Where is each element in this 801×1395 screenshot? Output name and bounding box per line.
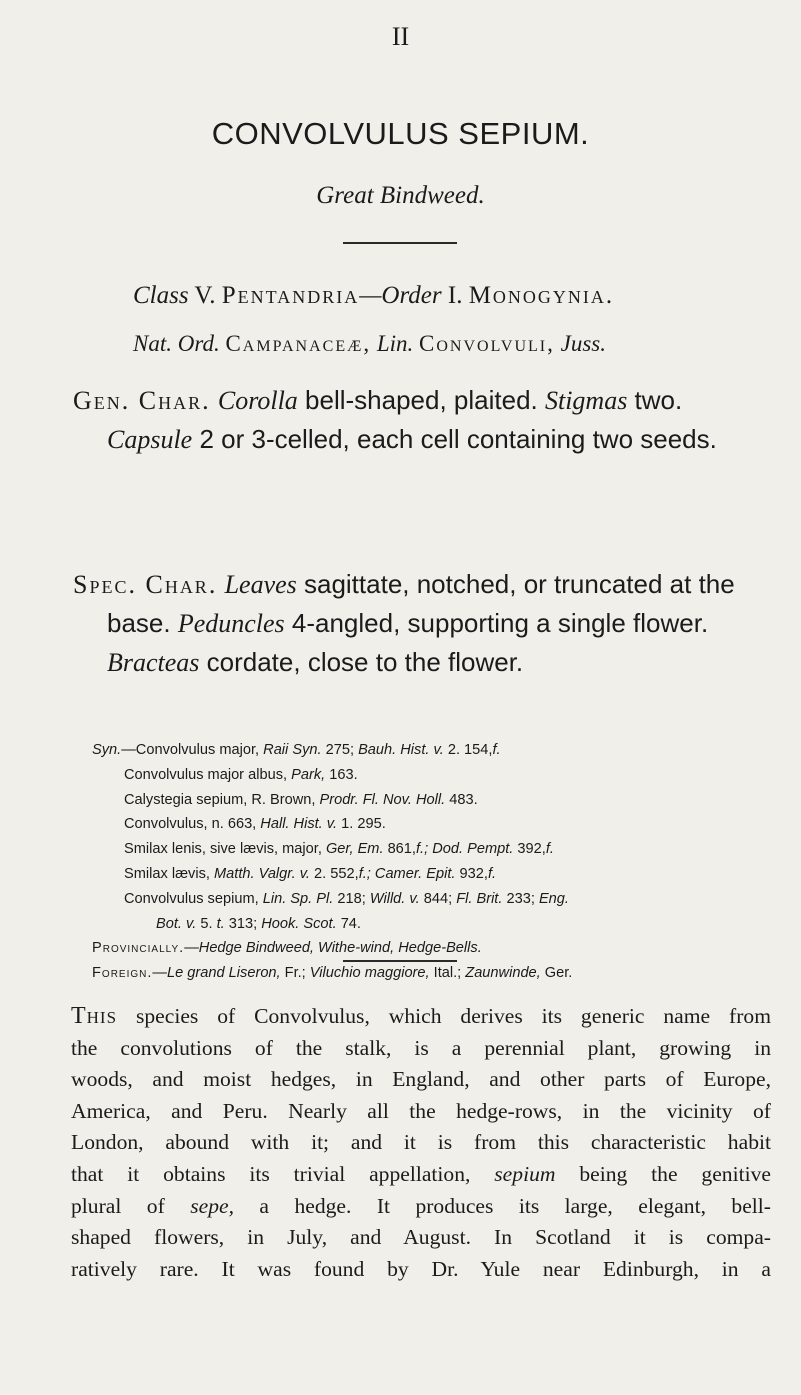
syn-text: 861, (383, 841, 416, 858)
syn-text: 932, (455, 865, 488, 882)
line-text: species of Convolvulus, which derives its generic name from (117, 1004, 771, 1028)
gen-char-label: Gen. Char. (73, 386, 211, 415)
gen-term: Capsule (107, 425, 193, 454)
syn-cite: Raii Syn. (263, 742, 322, 758)
juss-label: Juss. (560, 331, 606, 356)
foreign-name-fr: Le grand Liseron, (167, 965, 281, 982)
synonyms-block (92, 738, 782, 986)
classification-line (133, 282, 614, 310)
divider-rule (343, 960, 457, 962)
paragraph-line (71, 1159, 771, 1191)
syn-cite: Hook. Scot. (261, 915, 337, 932)
syn-cite: f. (487, 865, 497, 882)
natural-order-line (133, 331, 606, 357)
dash: — (184, 940, 199, 957)
lang-abbrev: Ger. (540, 965, 573, 982)
line-text: America, and Peru. Nearly all the hedge-rows, in the vicinity of (71, 1098, 771, 1123)
gen-term: Stigmas (544, 386, 628, 415)
foreign-names-line (92, 961, 782, 986)
syn-text: 74. (336, 915, 361, 932)
synonym-line (92, 837, 782, 862)
syn-cite: Lin. Sp. Pl. (262, 890, 334, 907)
generic-character (73, 381, 763, 459)
provincially-label: Provincially. (92, 940, 185, 957)
syn-cite: Bauh. Hist. v. (358, 742, 444, 758)
spec-term: Leaves (224, 570, 297, 599)
paragraph-line (71, 1064, 771, 1096)
order-name: Monogynia. (468, 282, 615, 309)
syn-text: 313; (224, 915, 262, 932)
foreign-name-de: Zaunwinde, (465, 965, 541, 982)
spec-text: 4-angled, supporting a single flower. (284, 608, 709, 638)
line-text: ratively rare. It was found by Dr. Yule near Edinburgh, in a (71, 1256, 771, 1281)
line-text: the convolutions of the stalk, is a perennial plant, growing in (71, 1035, 771, 1060)
provincial-names: Hedge Bindweed, Withe-wind, Hedge-Bells. (198, 940, 482, 957)
lang-abbrev: Ital.; (429, 965, 466, 982)
line-text: shaped flowers, in July, and August. In Scotland it is compa- (71, 1225, 771, 1250)
synonym-line (92, 887, 782, 912)
line-text: being the genitive (555, 1161, 771, 1186)
syn-text: Calystegia sepium, R. Brown, (124, 791, 320, 808)
lin-value: Convolvuli, (419, 331, 555, 356)
synonym-line (92, 763, 782, 788)
specific-character (73, 565, 763, 682)
spec-text: cordate, close to the flower. (199, 647, 524, 677)
common-name-subtitle: Great Bindweed. (316, 182, 485, 209)
syn-text: 844; (419, 890, 457, 907)
gen-term: Corolla (217, 386, 298, 415)
spec-text: sagittate, notched, or truncated at the base. (107, 569, 735, 638)
gen-text: bell-shaped, plaited. (297, 385, 545, 415)
syn-text: Convolvulus major albus, (124, 766, 292, 783)
syn-cite: f. (492, 742, 501, 758)
syn-text: 1. 295. (337, 816, 386, 833)
synonym-line (92, 812, 782, 837)
natord-value: Campanaceæ, (225, 331, 372, 356)
syn-cite: f.; (415, 841, 429, 858)
syn-text: Convolvulus, n. 663, (124, 816, 261, 833)
divider-rule (343, 242, 457, 244)
syn-cite: Bot. v. (156, 915, 197, 932)
line-text: a hedge. It produces its large, elegant, bell- (234, 1193, 771, 1218)
gen-text: two. (627, 385, 683, 415)
page-title: CONVOLVULUS SEPIUM. (211, 116, 590, 151)
paragraph-line (71, 1096, 771, 1128)
synonym-line (92, 788, 782, 813)
order-value: I. (441, 282, 469, 309)
foreign-name-it: Viluchio maggiore, (309, 965, 430, 982)
syn-text: 392, (513, 841, 546, 858)
line-text: London, abound with it; and it is from this characteristic habit (71, 1130, 771, 1155)
syn-text: 483. (445, 791, 478, 808)
paragraph-line (71, 1033, 771, 1065)
syn-text: 2. 552, (310, 865, 359, 882)
paragraph-line (71, 1191, 771, 1223)
syn-cite: Park, (291, 766, 326, 783)
italic-term: sepium (494, 1161, 556, 1186)
description-paragraph (71, 1001, 771, 1285)
lang-abbrev: Fr.; (280, 965, 310, 982)
syn-cite: f. (545, 841, 554, 858)
syn-cite: t. (216, 915, 225, 932)
syn-text: 233; (502, 890, 539, 907)
syn-text: 5. (196, 915, 217, 932)
syn-cite: Willd. v. (369, 890, 420, 907)
line-text: woods, and moist hedges, in England, and other parts of Europe, (71, 1067, 771, 1092)
syn-cite: Hall. Hist. v. (260, 816, 338, 833)
syn-text: 218; (333, 890, 370, 907)
spec-char-label: Spec. Char. (73, 570, 218, 599)
syn-cite: Eng. (538, 890, 569, 907)
paragraph-line (71, 1222, 771, 1254)
syn-text: Convolvulus sepium, (124, 890, 263, 907)
syn-cite: Matth. Valgr. v. (214, 865, 310, 882)
lin-label: Lin. (376, 331, 414, 356)
class-name: Pentandria (221, 282, 360, 309)
syn-cite: Prodr. Fl. Nov. Holl. (319, 791, 446, 808)
syn-label: Syn. (92, 742, 122, 758)
natord-label: Nat. Ord. (133, 331, 220, 356)
synonym-line (92, 912, 782, 937)
synonym-line (92, 738, 782, 763)
class-value: V. (194, 282, 222, 309)
foreign-label: Foreign. (92, 965, 153, 982)
syn-text: 163. (325, 766, 358, 783)
syn-text: 275; (321, 742, 359, 758)
line-text: that it obtains its trivial appellation, (71, 1161, 495, 1186)
dash: — (152, 965, 168, 982)
lead-word: This (71, 1003, 118, 1029)
syn-text: —Convolvulus major, (121, 742, 264, 758)
synonym-line (92, 862, 782, 887)
spec-term: Bracteas (107, 648, 200, 677)
paragraph-line (71, 1001, 771, 1033)
syn-text: Smilax lenis, sive lævis, major, (124, 841, 326, 858)
spec-term: Peduncles (177, 609, 285, 638)
italic-term: sepe, (190, 1193, 234, 1218)
syn-text: 2. 154, (443, 742, 493, 758)
page-number: II (391, 22, 410, 51)
order-label: —Order (359, 282, 442, 309)
paragraph-line (71, 1127, 771, 1159)
line-text: plural of (71, 1193, 191, 1218)
syn-cite: Fl. Brit. (456, 890, 503, 907)
syn-cite: Ger, Em. (325, 841, 384, 858)
provincial-names-line (92, 936, 782, 961)
syn-cite: f.; Camer. Epit. (358, 865, 456, 882)
gen-text: 2 or 3-celled, each cell containing two seeds. (192, 424, 717, 454)
syn-cite: Dod. Pempt. (432, 841, 514, 858)
paragraph-line (71, 1254, 771, 1286)
class-label: Class (133, 282, 189, 309)
syn-text: Smilax lævis, (124, 865, 215, 882)
